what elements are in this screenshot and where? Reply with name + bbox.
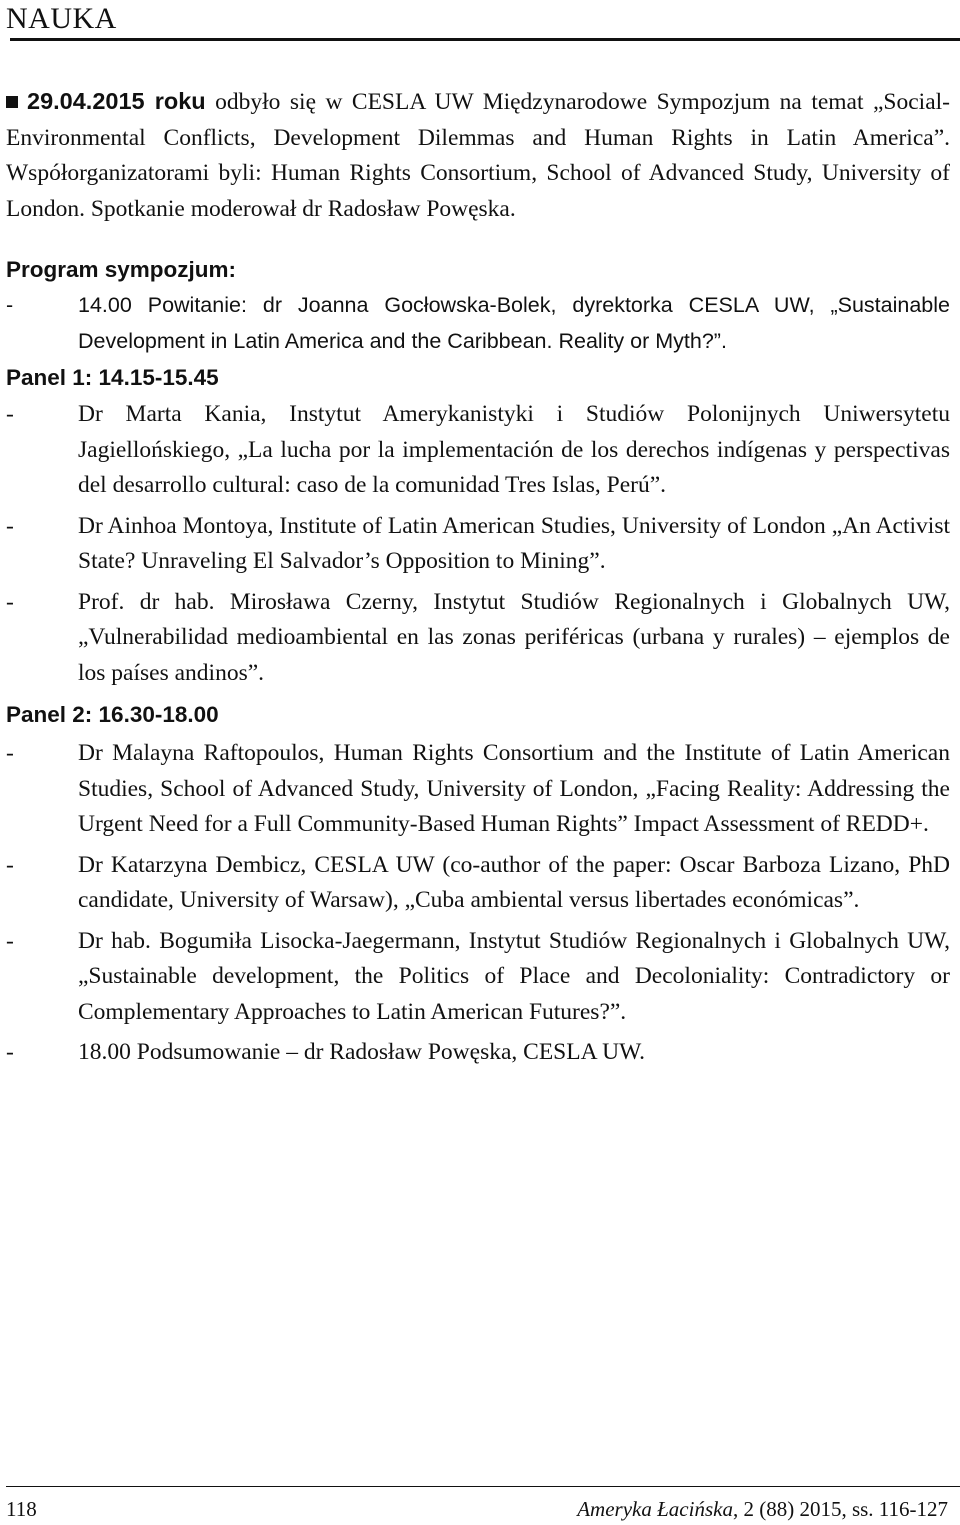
header-rule [10,38,960,41]
list-item [6,736,950,843]
panel1-heading: Panel 1: 14.15-15.45 [6,365,219,390]
footer-rule [6,1486,960,1487]
list-item-text: Dr Marta Kania, Instytut Amerykanistyki i Studiów Polonijnych Uniwersytetu Jagiellońskiego, „La lucha por la implementación de los derechos indígenas y perspectivas del desarrollo cultural: caso de la comunidad Tres Islas, Perú”. [78,401,950,498]
dash-marker: - [6,1039,14,1065]
intro-text: odbyło się w CESLA UW Międzynarodowe Sympozjum na temat „Social-Environmental Conflicts, Development Dilemmas and Human Rights in Latin America”. Współorganizatorami byli: Human Rights Consortium, School of Advanced Study, University of London. Spotkanie moderował dr Radosław Powęska. [6,89,950,222]
list-item-text: Prof. dr hab. Mirosława Czerny, Instytut Studiów Regionalnych i Globalnych UW, „Vulnerabilidad medioambiental en las zonas periféricas (urbana y rurales) – ejemplos de los países andinos”. [78,588,950,686]
list-item [6,1035,950,1071]
list-item-text: Dr Katarzyna Dembicz, CESLA UW (co-author of the paper: Oscar Barboza Lizano, PhD candidate, University of Warsaw), „Cuba ambiental versus libertades económicas”. [78,851,950,913]
section-header: NAUKA [6,2,117,35]
intro-date: 29.04.2015 roku [27,88,206,114]
dash-marker: - [6,851,14,878]
list-item [6,585,950,692]
list-item-text: Dr Malayna Raftopoulos, Human Rights Consortium and the Institute of Latin American Studies, School of Advanced Study, University of London, „Facing Reality: Addressing the Urgent Need for a Full Community-Based Human Rights” Impact Assessment of REDD+. [78,740,950,837]
intro-paragraph [6,84,950,227]
citation-details: , 2 (88) 2015, ss. 116-127 [732,1497,948,1521]
list-item [6,397,950,504]
dash-marker: - [6,401,14,427]
dash-marker: - [6,512,14,539]
program-opening-item [6,288,950,359]
list-item [6,509,950,580]
journal-citation [577,1497,948,1522]
panel2-heading: Panel 2: 16.30-18.00 [6,702,219,727]
panel2-list [6,736,950,1071]
dash-marker: - [6,927,14,954]
program-heading: Program sympozjum: [6,257,237,282]
page-number: 118 [6,1497,37,1521]
dash-marker: - [6,588,14,615]
article-body [6,84,950,1071]
square-bullet-icon [6,96,18,108]
list-item-text: 18.00 Podsumowanie – dr Radosław Powęska, CESLA UW. [78,1039,646,1065]
list-item-text: Dr Ainhoa Montoya, Institute of Latin American Studies, University of London „An Activist State? Unraveling El Salvador’s Opposition to Mining”. [78,512,950,574]
list-item [6,848,950,919]
dash-marker: - [6,740,14,766]
program-opening-text: 14.00 Powitanie: dr Joanna Gocłowska-Bolek, dyrektorka CESLA UW, „Sustainable Development in Latin America and the Caribbean. Reality or Myth?”. [78,293,950,353]
panel1-list [6,397,950,691]
list-item-text: Dr hab. Bogumiła Lisocka-Jaegermann, Instytut Studiów Regionalnych i Globalnych UW, „Sustainable development, the Politics of Place and Decoloniality: Contradictory or Complementary Approaches to Latin American Futures?”. [78,927,950,1025]
list-item [6,924,950,1031]
journal-title: Ameryka Łacińska [577,1497,733,1521]
dash-marker: - [6,293,14,317]
